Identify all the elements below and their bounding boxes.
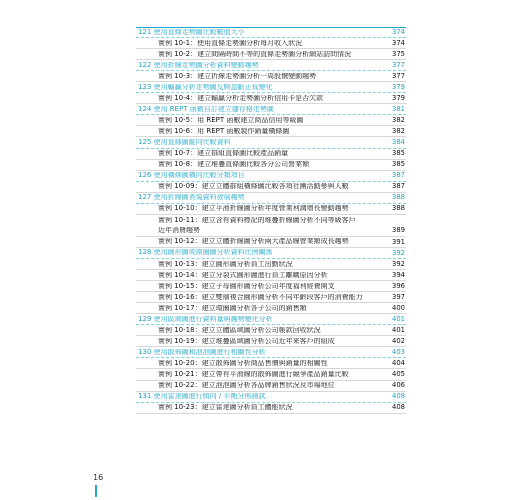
toc-entry-title: 實例 10-11：建立含有資料標記的堆疊折線圖分析不同等級客戶 xyxy=(158,216,356,224)
toc-entry-page: 402 xyxy=(392,336,405,345)
toc-entry xyxy=(136,160,406,171)
toc-entry-title: 實例 10-17：建立環圈圖分析各子公司的銷售額 xyxy=(158,304,307,312)
toc-entry xyxy=(136,403,406,414)
toc-entry-page: 394 xyxy=(392,270,405,279)
toc-entry-page: 382 xyxy=(392,127,405,136)
toc-entry-page: 374 xyxy=(392,38,405,47)
toc-entry xyxy=(136,71,406,82)
toc-entry-title: 實例 10-6：用 REPT 函數製作銷量橫條圖 xyxy=(158,127,290,135)
toc-entry xyxy=(136,182,406,193)
toc-entry-page: 408 xyxy=(392,403,405,412)
toc-entry-title: 實例 10-8：建立堆疊直條圖比較各分公司營業額 xyxy=(158,161,310,169)
toc-entry xyxy=(136,115,406,126)
toc-entry-page: 408 xyxy=(392,392,405,401)
toc-entry-page: 377 xyxy=(392,71,405,80)
toc-entry-page: 400 xyxy=(392,303,405,312)
toc-entry-title: 實例 10-2：建立間隔時間不等的直條走勢圖分析網站訪問情況 xyxy=(158,50,352,58)
page-number-accent-bar xyxy=(95,485,97,497)
toc-entry xyxy=(136,237,406,248)
toc-entry xyxy=(136,292,406,303)
toc-entry-page: 392 xyxy=(392,259,405,268)
toc-entry-page: 388 xyxy=(392,193,405,202)
toc-entry-title: 126 使用橫條圖橫向比較分類項目 xyxy=(138,172,245,180)
toc-entry-title: 實例 10-23：建立雷達圖分析員工體能狀況 xyxy=(158,404,293,412)
toc-section-heading xyxy=(136,137,406,148)
toc-entry-title: 實例 10-13：建立圓形圖分析員工出勤狀況 xyxy=(158,260,293,268)
toc-entry xyxy=(136,38,406,49)
toc-entry-title: 實例 10-12：建立立體折線圖分析兩大產品線營業額成長趨勢 xyxy=(158,238,349,246)
toc-entry xyxy=(136,204,406,215)
toc-entry-title: 實例 10-1：使用直條走勢圖分析每月收入狀況 xyxy=(158,39,303,47)
toc-entry-title: 實例 10-22：建立泡泡圖分析各品牌銷售狀況及市場地位 xyxy=(158,382,335,390)
table-of-contents xyxy=(136,27,406,414)
toc-section-heading xyxy=(136,104,406,115)
toc-entry-page: 397 xyxy=(392,292,405,301)
toc-entry xyxy=(136,93,406,104)
toc-entry-title: 實例 10-4：建立輸贏分析走勢圖分析信用卡是否欠款 xyxy=(158,94,324,102)
page-number: 16 xyxy=(93,473,104,482)
toc-entry-title: 實例 10-7：建立群組直條圖比較產品銷量 xyxy=(158,150,289,158)
toc-entry-title: 127 使用折線圖表現資料發展趨勢 xyxy=(138,194,245,202)
toc-entry-page: 391 xyxy=(392,237,405,246)
toc-entry xyxy=(136,336,406,347)
toc-entry-page: 404 xyxy=(392,359,405,368)
toc-section-heading xyxy=(136,314,406,325)
toc-entry-page: 385 xyxy=(392,160,405,169)
toc-entry-title: 125 使用直條圖縱向比較資料 xyxy=(138,138,231,146)
toc-entry-title: 實例 10-18：建立立體區域圖分析公司帳款回收狀況 xyxy=(158,326,321,334)
toc-entry-title: 實例 10-14：建立分裂式圓形圖進行員工離職原因分析 xyxy=(158,271,328,279)
toc-entry-title: 實例 10-20：建立散佈圖分析商品售價與銷量的相關性 xyxy=(158,359,328,367)
toc-entry xyxy=(136,381,406,392)
toc-entry xyxy=(136,226,406,237)
toc-entry-page: 396 xyxy=(392,281,405,290)
toc-entry-title: 131 使用雷達圖進行傾向 / 平衡分佈測試 xyxy=(138,393,266,401)
toc-entry-title: 實例 10-15：建立子母圓形圖分析公司年度福利經費開支 xyxy=(158,282,335,290)
toc-entry-page: 401 xyxy=(392,325,405,334)
toc-entry xyxy=(136,126,406,137)
toc-entry xyxy=(136,149,406,160)
toc-entry-title: 123 使用輸贏分析走勢圖反映盈虧正負變化 xyxy=(138,83,273,91)
toc-section-heading xyxy=(136,193,406,204)
toc-entry-page: 392 xyxy=(392,248,405,257)
toc-entry-title: 近年消費趨勢 xyxy=(158,227,200,235)
toc-section-heading xyxy=(136,27,406,38)
toc-entry-title: 實例 10-3：建立折線走勢圖分析一周股價變動趨勢 xyxy=(158,72,317,80)
toc-entry-page: 385 xyxy=(392,149,405,158)
toc-entry-page: 375 xyxy=(392,49,405,58)
toc-entry-page: 379 xyxy=(392,82,405,91)
toc-entry xyxy=(136,49,406,60)
toc-entry-page: 406 xyxy=(392,381,405,390)
toc-entry xyxy=(136,325,406,336)
toc-section-heading xyxy=(136,248,406,259)
toc-section-heading xyxy=(136,60,406,71)
toc-entry-title: 128 使用圓形圖或環圈圖分析資料比例關係 xyxy=(138,249,273,257)
toc-entry-page: 387 xyxy=(392,182,405,191)
toc-entry xyxy=(136,215,406,226)
toc-entry xyxy=(136,369,406,380)
toc-entry-title: 實例 10-21：建立帶有平滑線的散佈圖進行競爭產品銷量比較 xyxy=(158,370,349,378)
toc-entry-page: 377 xyxy=(392,60,405,69)
toc-entry xyxy=(136,303,406,314)
toc-entry-page: 403 xyxy=(392,347,405,356)
toc-entry-page: 387 xyxy=(392,171,405,180)
toc-entry-page: 389 xyxy=(392,226,405,235)
toc-entry-title: 121 使用直條走勢圖比較數值大小 xyxy=(138,29,245,37)
toc-entry-page: 388 xyxy=(392,204,405,213)
toc-section-heading xyxy=(136,347,406,358)
toc-section-heading xyxy=(136,171,406,182)
toc-entry-page: 381 xyxy=(392,104,405,113)
toc-entry-title: 實例 10-16：建立雙層複合圓形圖分析不同年齡段客戶的消費能力 xyxy=(158,293,363,301)
toc-entry xyxy=(136,358,406,369)
toc-section-heading xyxy=(136,82,406,93)
toc-entry-title: 129 使用區域圖進行資料量與趨勢變化分析 xyxy=(138,315,273,323)
toc-entry-page: 382 xyxy=(392,116,405,124)
toc-entry-page: 401 xyxy=(392,314,405,323)
toc-entry-page: 374 xyxy=(392,28,405,37)
toc-entry-title: 130 使用散佈圖和泡泡圖進行相關性分析 xyxy=(138,348,266,356)
toc-entry xyxy=(136,259,406,270)
toc-entry-page: 405 xyxy=(392,370,405,379)
toc-entry-page: 379 xyxy=(392,93,405,102)
toc-entry-title: 122 使用折線走勢圖分析資料變動趨勢 xyxy=(138,61,259,69)
toc-entry-title: 實例 10-19：建立堆疊區域圖分析公司近年來客戶的組成 xyxy=(158,337,335,345)
toc-entry-title: 124 使用 REPT 函數自訂建立儲存格走勢圖 xyxy=(138,105,274,113)
toc-entry-title: 實例 10-5：用 REPT 函數建立商品信用等級圖 xyxy=(158,116,304,124)
toc-entry xyxy=(136,281,406,292)
toc-entry xyxy=(136,270,406,281)
toc-entry-title: 實例 10-10：建立平滑折線圖分析年度營業利潤增長變動趨勢 xyxy=(158,205,349,213)
toc-entry-page: 384 xyxy=(392,138,405,147)
toc-entry-title: 實例 10-09：建立立體群組橫條圖比較各項社團活動參與人數 xyxy=(158,183,349,191)
toc-section-heading xyxy=(136,392,406,403)
